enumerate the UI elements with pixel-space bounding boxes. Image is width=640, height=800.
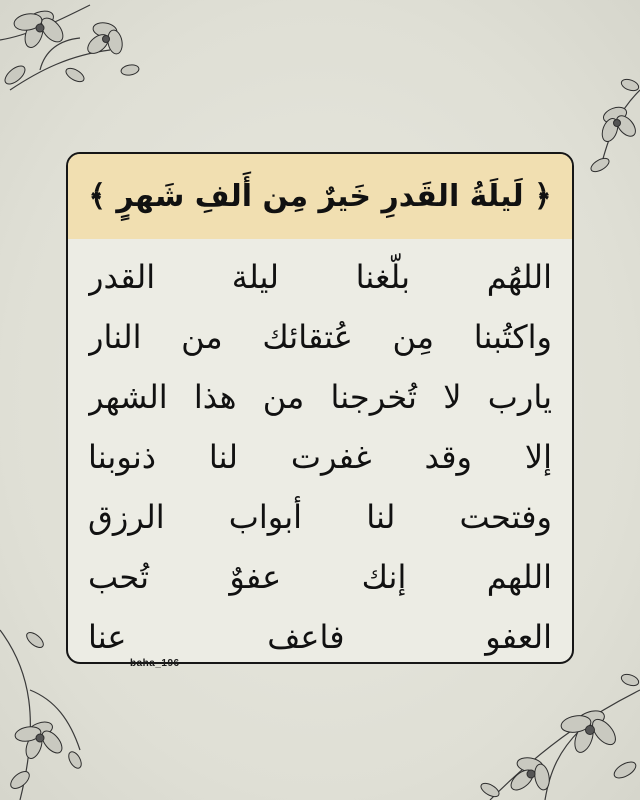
card-header — [68, 154, 572, 239]
dua-line: اللهم إنك عفوٌ تُحب — [88, 558, 552, 596]
dua-line: اللهُم بلّغنا ليلة القدر — [88, 258, 552, 296]
dua-line: يارب لا تُخرجنا من هذا الشهر — [88, 378, 552, 416]
dua-line: واكتُبنا مِن عُتقائك من النار — [88, 318, 552, 356]
watermark: baha_196 — [130, 658, 180, 669]
dua-card — [66, 152, 574, 664]
dua-line: العفو فاعف عنا — [88, 618, 552, 656]
floral-decoration-icon — [570, 70, 640, 180]
dua-line: إلا وقد غفرت لنا ذنوبنا — [88, 438, 552, 476]
floral-decoration-icon — [430, 650, 640, 800]
card-body — [68, 239, 572, 664]
floral-decoration-icon — [0, 0, 150, 120]
dua-line: وفتحت لنا أبواب الرزق — [88, 498, 552, 536]
card-title: ﴿ لَيلَةُ القَدرِ خَيرٌ مِن أَلفِ شَهرٍ ﴾ — [88, 179, 552, 214]
